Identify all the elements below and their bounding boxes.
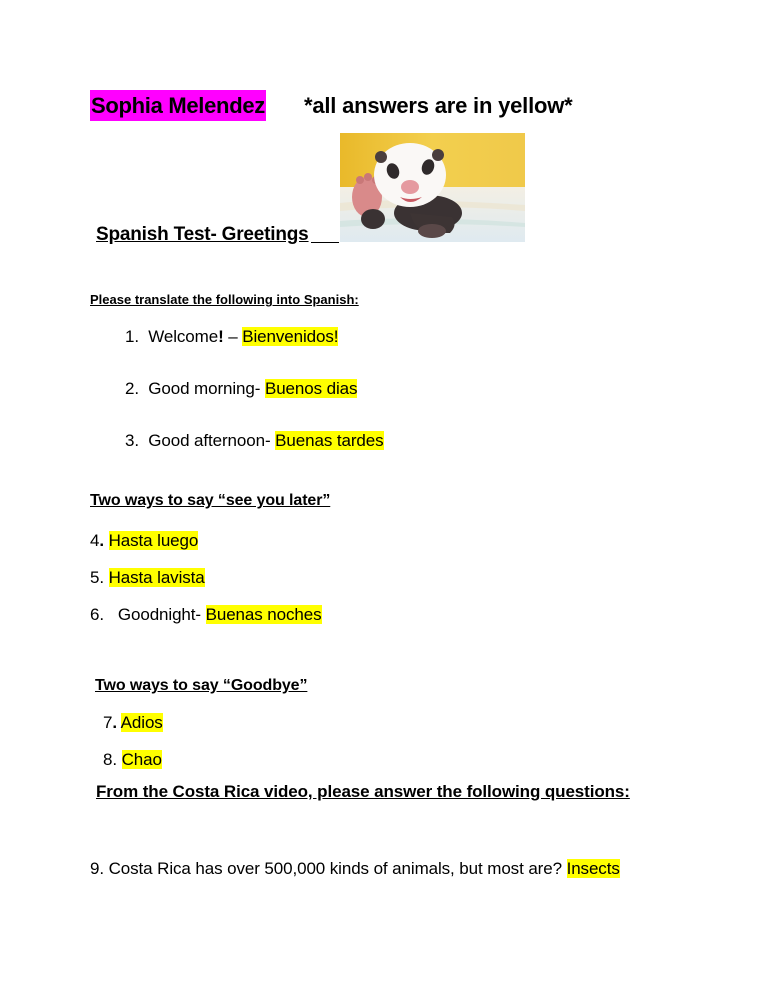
exclamation: ! xyxy=(218,327,224,346)
answer: Hasta luego xyxy=(108,531,199,550)
question-number: 8. xyxy=(103,750,117,769)
question-prompt: Costa Rica has over 500,000 kinds of animals, but most are? xyxy=(108,859,567,878)
question-number: 3. xyxy=(125,431,139,450)
section-goodbye-heading: Two ways to say “Goodbye” xyxy=(95,677,308,694)
test-title-text: Spanish Test- Greetings xyxy=(96,224,309,245)
question-prompt: Good afternoon- xyxy=(148,431,276,450)
question-number: 5. xyxy=(90,568,104,587)
number-dot: . xyxy=(99,531,104,550)
answer: Bienvenidos! xyxy=(242,327,339,346)
question-prompt: Welcome xyxy=(148,327,219,346)
question-5 xyxy=(90,566,205,589)
question-number: 7 xyxy=(103,713,113,732)
question-6 xyxy=(90,603,322,626)
question-prompt: Goodnight- xyxy=(117,605,206,624)
test-title xyxy=(96,224,339,246)
question-prompt: Good morning- xyxy=(148,379,265,398)
answer: Adios xyxy=(120,713,163,732)
answer: Buenas noches xyxy=(205,605,322,624)
answers-note: *all answers are in yellow* xyxy=(304,93,573,118)
answer: Buenas tardes xyxy=(275,431,384,450)
answer: Hasta lavista xyxy=(108,568,205,587)
question-7 xyxy=(103,711,163,734)
question-4 xyxy=(90,529,198,552)
question-3 xyxy=(125,429,384,452)
question-9 xyxy=(90,857,620,880)
answer: Buenos dias xyxy=(264,379,358,398)
panda-image xyxy=(340,133,525,242)
question-8 xyxy=(103,748,162,771)
answer: Insects xyxy=(566,859,620,878)
section-see-you-later-heading: Two ways to say “see you later” xyxy=(90,492,331,509)
student-name: Sophia Melendez xyxy=(90,90,266,121)
question-number: 2. xyxy=(125,379,139,398)
question-number: 1. xyxy=(125,327,139,346)
title-underline-tail xyxy=(311,242,339,243)
question-1 xyxy=(125,325,338,348)
question-number: 4 xyxy=(90,531,100,550)
question-2 xyxy=(125,377,357,400)
question-number: 6. xyxy=(90,605,104,624)
panda-photo-icon xyxy=(340,133,525,242)
separator: – xyxy=(223,327,243,346)
section-costa-rica-heading: From the Costa Rica video, please answer the following questions: xyxy=(96,782,630,801)
question-number: 9. xyxy=(90,859,104,878)
answer: Chao xyxy=(121,750,162,769)
instructions: Please translate the following into Spanish: xyxy=(90,292,359,307)
number-dot: . xyxy=(112,713,117,732)
